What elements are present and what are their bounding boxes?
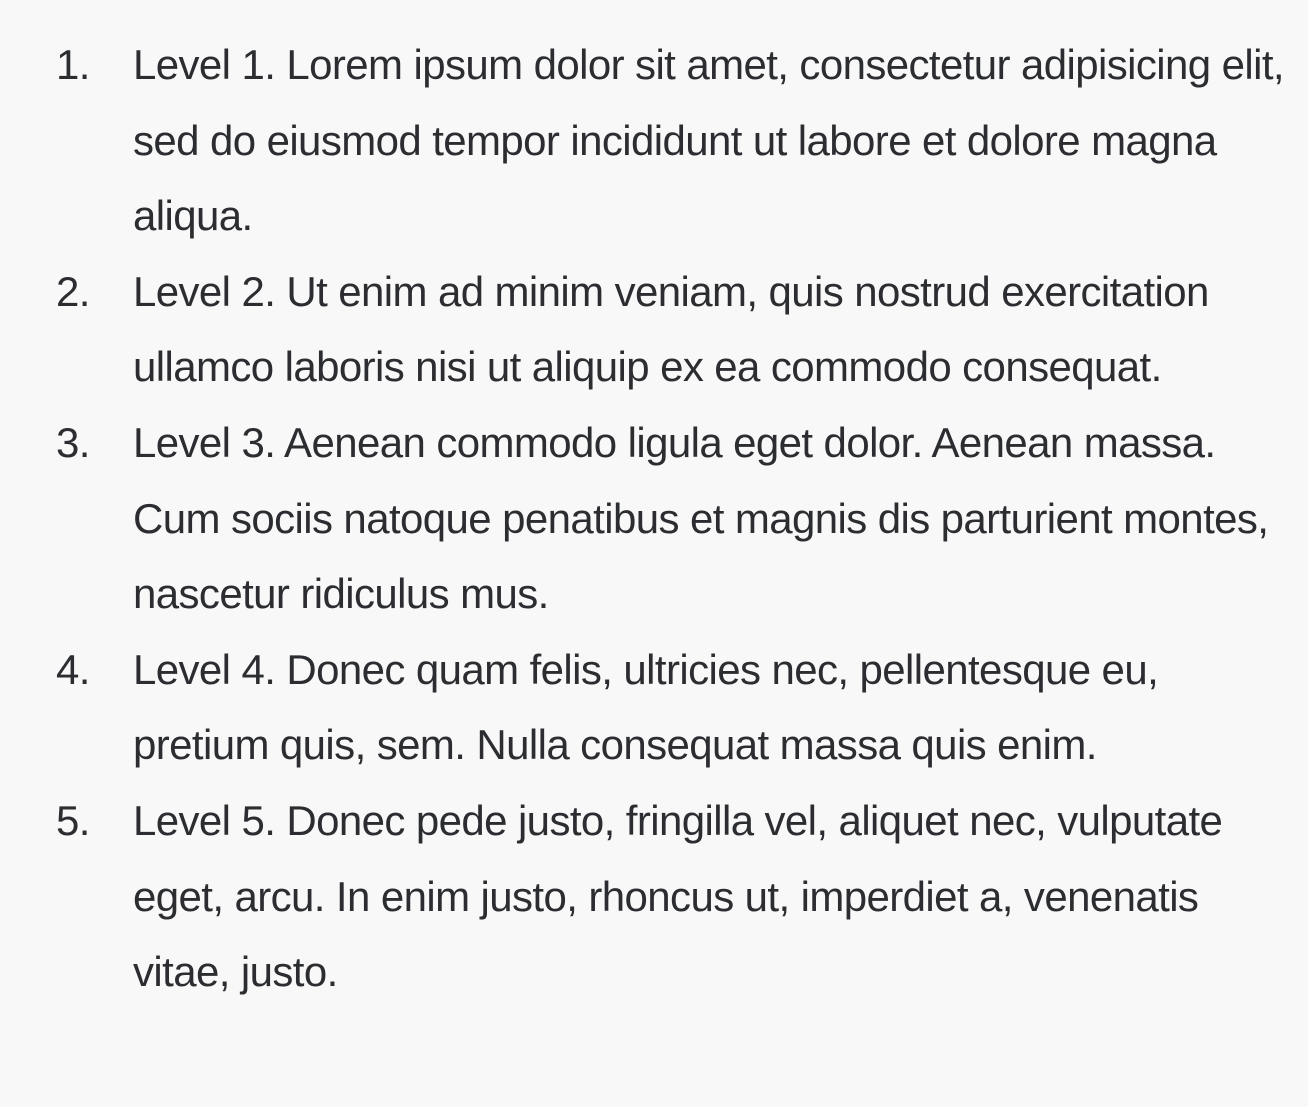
- list-item-text: Level 5. Donec pede justo, fringilla vel, aliquet nec, vulputate eget, arcu. In enim justo, rhoncus ut, imperdiet a, venenatis vitae, justo.: [133, 796, 1223, 996]
- list-item-number: 3.: [56, 418, 90, 466]
- list-item: [0, 783, 1308, 1010]
- list-item-number: 1.: [56, 41, 90, 88]
- list-item-text: Level 3. Aenean commodo ligula eget dolor. Aenean massa. Cum sociis natoque penatibus et magnis dis parturient montes, nascetur ridiculus mus.: [133, 418, 1269, 618]
- ordered-list: [0, 27, 1308, 1010]
- list-item-number: 5.: [56, 796, 90, 844]
- list-item-number: 2.: [56, 267, 90, 315]
- list-item: [0, 405, 1308, 632]
- list-item-text: Level 2. Ut enim ad minim veniam, quis nostrud exercitation ullamco laboris nisi ut aliquip ex ea commodo consequat.: [133, 267, 1209, 391]
- list-item-text: Level 4. Donec quam felis, ultricies nec, pellentesque eu, pretium quis, sem. Nulla consequat massa quis enim.: [133, 645, 1159, 769]
- list-item: [0, 27, 1308, 254]
- list-item-text: Level 1. Lorem ipsum dolor sit amet, consectetur adipisicing elit, sed do eiusmod tempor incididunt ut labore et dolore magna aliqua.: [133, 41, 1284, 240]
- list-item: [0, 632, 1308, 783]
- list-item: [0, 254, 1308, 405]
- list-item-number: 4.: [56, 645, 90, 693]
